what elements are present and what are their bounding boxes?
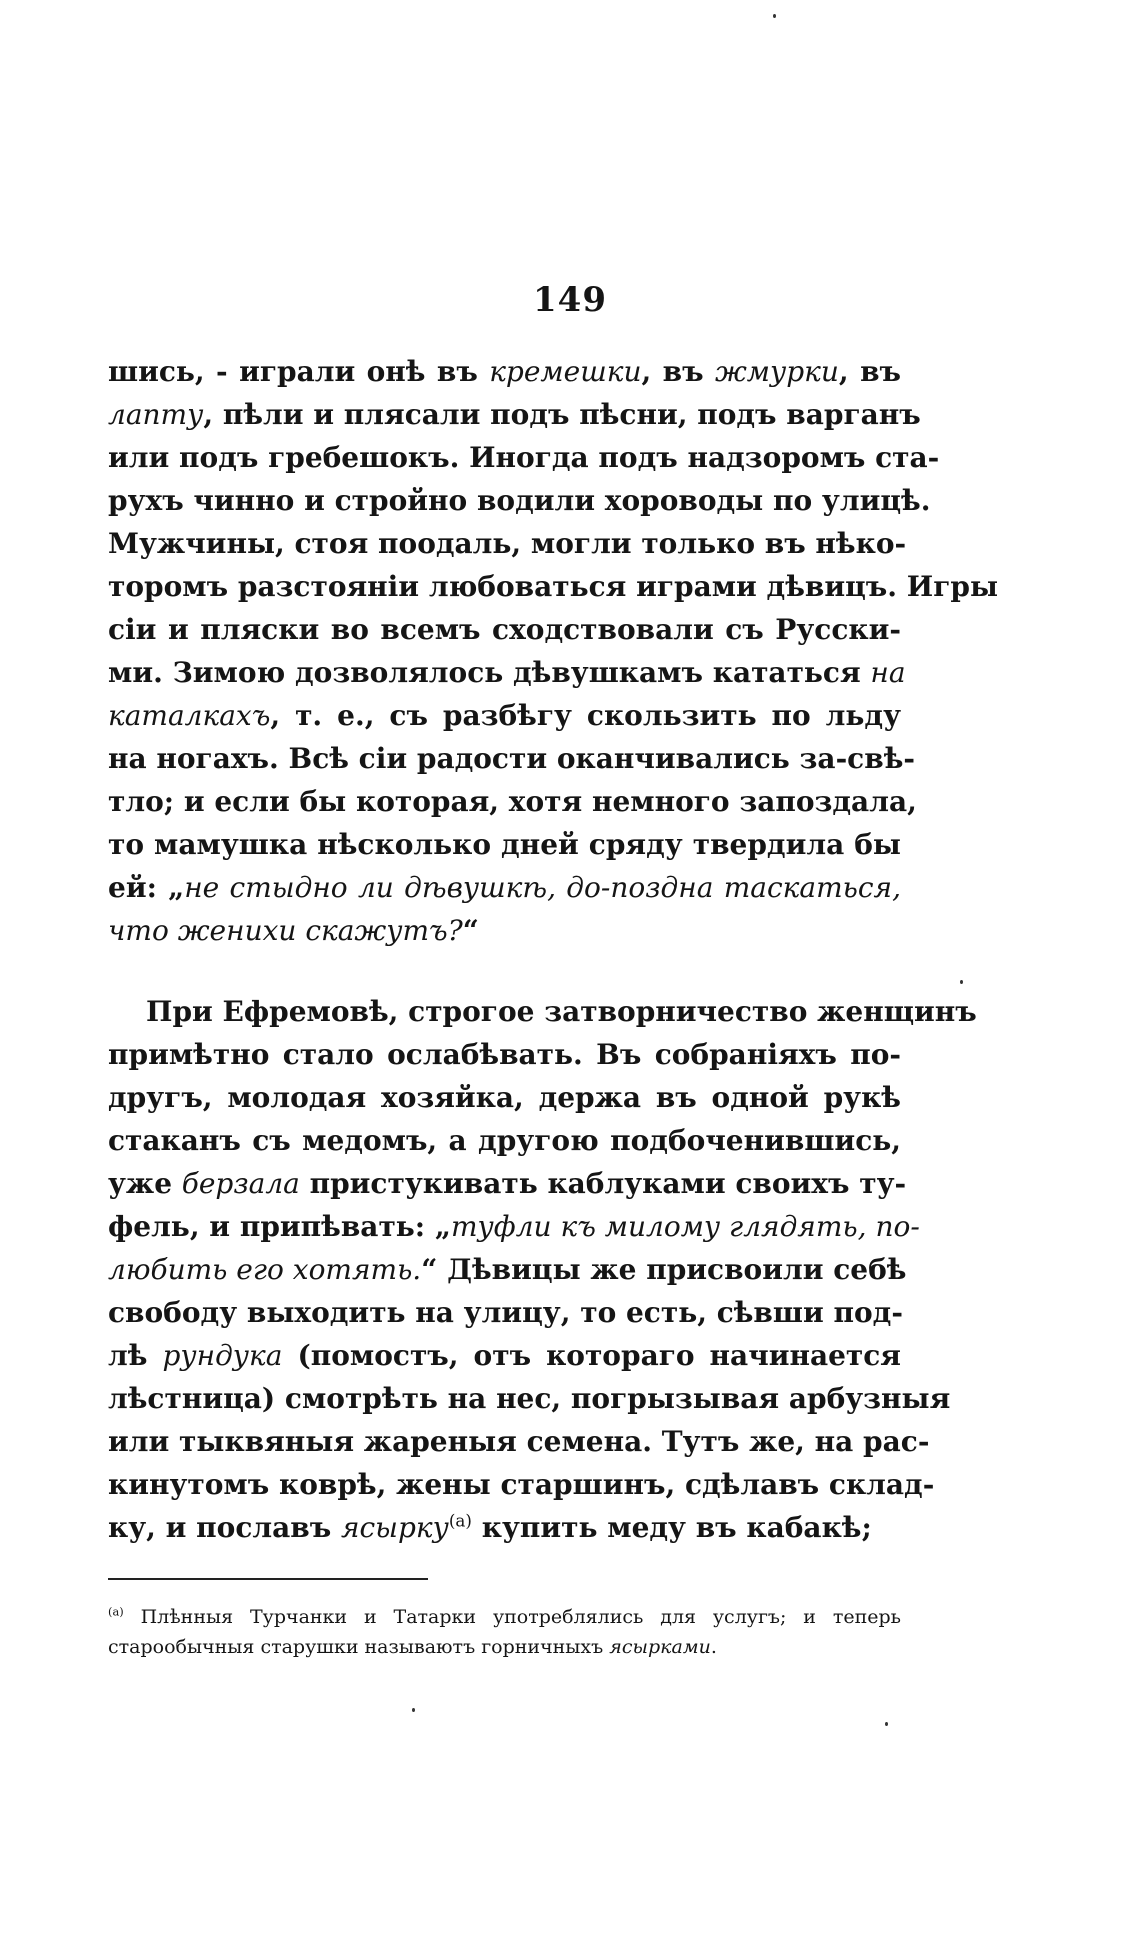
text-line: [108, 823, 901, 866]
scan-speck: [885, 1722, 888, 1726]
italic-text: лапту: [108, 398, 204, 431]
italic-text: рундука: [162, 1339, 283, 1372]
text-line: [108, 651, 906, 694]
text-run: (помостъ, отъ котораго начинается: [282, 1339, 901, 1372]
italic-text: жмурки: [714, 355, 839, 388]
footnote: [108, 1602, 901, 1662]
text-line: [108, 1119, 901, 1162]
text-line: [108, 866, 901, 909]
italic-text: ясырками: [609, 1636, 711, 1658]
text-line: [108, 1334, 901, 1377]
italic-text: на: [870, 656, 906, 689]
text-run: Мужчины, стоя поодаль, могли только въ нѣко-: [108, 527, 907, 560]
text-line: [108, 1420, 930, 1463]
text-line: [108, 909, 901, 952]
text-line: [108, 1205, 920, 1248]
scan-speck: [773, 14, 776, 18]
text-line: [108, 350, 901, 393]
text-run: Плѣнныя Турчанки и Татарки употреблялись для услугъ; и теперь: [123, 1606, 901, 1628]
text-line: [108, 565, 999, 608]
text-run: ку, и пославъ: [108, 1511, 341, 1544]
italic-text: любить его хотять.: [108, 1253, 422, 1286]
scan-speck: [960, 980, 963, 984]
text-run: уже: [108, 1167, 182, 1200]
scan-speck: [412, 1708, 415, 1712]
text-line: [108, 737, 915, 780]
text-run: ей: „: [108, 871, 185, 904]
text-run: тло; и если бы которая, хотя немного запоздала,: [108, 785, 917, 818]
text-line: [108, 694, 901, 737]
page-number: 149: [533, 280, 607, 320]
text-line: [108, 1602, 901, 1632]
text-line: [108, 1033, 901, 1076]
text-run: примѣтно стало ослабѣвать. Въ собраніяхъ по-: [108, 1038, 901, 1071]
text-run: “ Дѣвицы же присвоили себѣ: [421, 1253, 907, 1286]
italic-text: ясырку: [340, 1511, 449, 1544]
text-run: на ногахъ. Всѣ сіи радости оканчивались за-свѣ-: [108, 742, 915, 775]
text-line: [108, 1506, 901, 1549]
footnote-marker: (а): [448, 1510, 472, 1531]
text-run: рухъ чинно и стройно водили хороводы по улицѣ.: [108, 484, 931, 517]
text-run: свободу выходить на улицу, то есть, сѣвши под-: [108, 1296, 903, 1329]
text-line: [108, 393, 921, 436]
text-run: шись, - играли онѣ въ: [108, 355, 490, 388]
footnote-marker: (а): [108, 1604, 124, 1619]
text-line: [108, 522, 907, 565]
paragraph-2: [108, 990, 977, 1549]
text-run: лѣстница) смотрѣть на нес, погрызывая арбузныя: [108, 1382, 951, 1415]
text-run: то мамушка нѣсколько дней сряду твердила бы: [108, 828, 901, 861]
text-run: старообычныя старушки называютъ горничныхъ: [108, 1636, 610, 1658]
text-run: , т. е., съ разбѣгу скользить по льду: [270, 699, 901, 732]
text-run: купить меду въ кабакѣ;: [471, 1511, 872, 1544]
text-run: кинутомъ коврѣ, жены старшинъ, сдѣлавъ склад-: [108, 1468, 935, 1501]
text-run: , въ: [641, 355, 715, 388]
text-line: [108, 1463, 935, 1506]
text-run: фель, и припѣвать: „: [108, 1210, 451, 1243]
text-line: [108, 1076, 901, 1119]
text-run: или тыквяныя жареныя семена. Тутъ же, на рас-: [108, 1425, 930, 1458]
text-run: другъ, молодая хозяйка, держа въ одной рукѣ: [108, 1081, 901, 1114]
italic-text: каталкахъ: [108, 699, 271, 732]
text-line: [108, 1291, 901, 1334]
italic-text: берзала: [181, 1167, 300, 1200]
text-line: [108, 1377, 951, 1420]
text-line: [108, 479, 931, 522]
text-run: , въ: [838, 355, 901, 388]
text-run: лѣ: [108, 1339, 163, 1372]
italic-text: не стыдно ли дѣвушкѣ, до-поздна таскаться,: [184, 871, 901, 904]
text-run: торомъ разстояніи любоваться играми дѣвицъ. Игры: [108, 570, 999, 603]
text-run: стаканъ съ медомъ, а другою подбоченившись,: [108, 1124, 901, 1157]
text-line: [108, 1632, 901, 1662]
text-line: [108, 780, 917, 823]
text-line: [108, 1248, 907, 1291]
text-line: [108, 990, 977, 1033]
text-run: пристукивать каблуками своихъ ту-: [299, 1167, 907, 1200]
text-line: [108, 608, 901, 651]
italic-text: что женихи скажутъ?: [108, 914, 463, 947]
italic-text: туфли къ милому глядять, по-: [451, 1210, 920, 1243]
text-run: “: [462, 914, 479, 947]
footnote-divider: [108, 1578, 428, 1580]
text-run: ми. Зимою дозволялось дѣвушкамъ кататься: [108, 656, 871, 689]
text-run: При Ефремовѣ, строгое затворничество женщинъ: [146, 995, 977, 1028]
text-line: [108, 436, 940, 479]
paragraph-1: [108, 350, 999, 952]
text-run: сіи и пляски во всемъ сходствовали съ Русски-: [108, 613, 901, 646]
italic-text: кремешки: [489, 355, 642, 388]
text-run: , пѣли и плясали подъ пѣсни, подъ варганъ: [203, 398, 921, 431]
text-run: или подъ гребешокъ. Иногда подъ надзоромъ ста-: [108, 441, 940, 474]
text-line: [108, 1162, 907, 1205]
text-run: .: [710, 1636, 717, 1658]
